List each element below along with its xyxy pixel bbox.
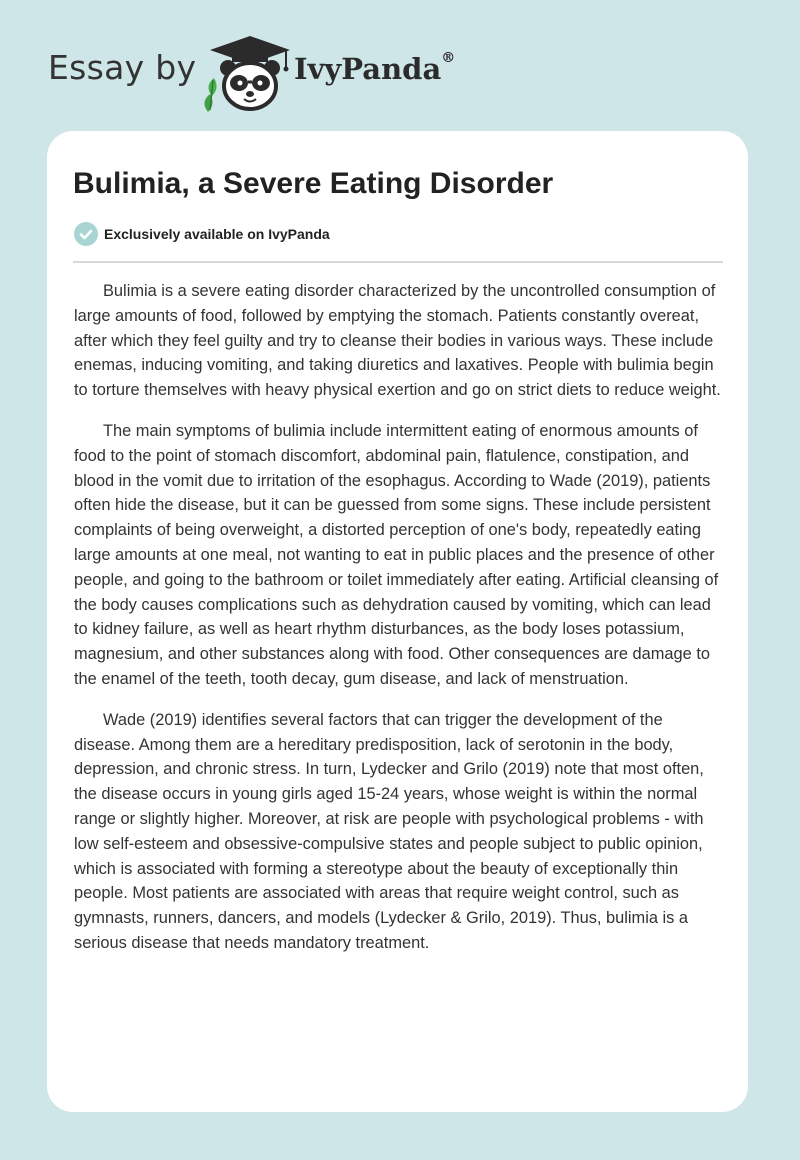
essay-by-label: Essay by xyxy=(48,48,197,87)
exclusive-label: Exclusively available on IvyPanda xyxy=(104,226,330,242)
registered-mark: ® xyxy=(441,50,456,67)
essay-body xyxy=(74,279,726,972)
title-divider xyxy=(73,261,723,263)
site-header xyxy=(48,34,748,114)
essay-card xyxy=(47,131,748,1112)
essay-paragraph: Bulimia is a severe eating disorder characterized by the uncontrolled consumption of large amounts of food, followed by emptying the stomach. Patients constantly overeat, after which they feel guilty and try to cleanse their bodies in various ways. These include enemas, inducing vomiting, and taking diuretics and laxatives. People with bulimia begin to torture themselves with heavy physical exertion and go on strict diets to reduce weight. xyxy=(74,282,721,400)
panda-graduate-logo-icon[interactable] xyxy=(198,34,298,114)
checkmark-icon xyxy=(74,222,98,246)
essay-paragraph: The main symptoms of bulimia include intermittent eating of enormous amounts of food to the point of stomach discomfort, abdominal pain, flatulence, constipation, and blood in the vomit due to irritation of the esophagus. According to Wade (2019), patients often hide the disease, but it can be guessed from some signs. These include persistent complaints of being overweight, a distorted perception of one's body, repeatedly eating large amounts at one meal, not wanting to eat in public places and the presence of other people, and going to the bathroom or toilet immediately after eating. Artificial cleansing of the body causes complications such as dehydration caused by vomiting, which can lead to kidney failure, as well as heart rhythm disturbances, as the body loses potassium, magnesium, and other substances along with food. Other consequences are damage to the enamel of the teeth, tooth decay, gum disease, and lack of menstruation. xyxy=(74,421,719,688)
brand-name[interactable]: IvyPanda® xyxy=(294,50,456,86)
essay-paragraph: Wade (2019) identifies several factors that can trigger the development of the disease. Among them are a hereditary predisposition, lack of serotonin in the body, depression, and chronic stress. In turn, Lydecker and Grilo (2019) note that most often, the disease occurs in young girls aged 15-24 years, whose weight is within the normal range or slightly higher. Moreover, at risk are people with psychological problems - with low self-esteem and obsessive-compulsive states and people subject to public opinion, which is associated with forming a stereotype about the beauty of exceptionally thin people. Most patients are associated with areas that require weight control, such as gymnasts, runners, dancers, and models (Lydecker & Grilo, 2019). Thus, bulimia is a serious disease that needs mandatory treatment. xyxy=(74,710,704,952)
exclusive-badge xyxy=(74,222,330,246)
essay-title: Bulimia, a Severe Eating Disorder xyxy=(73,167,554,200)
